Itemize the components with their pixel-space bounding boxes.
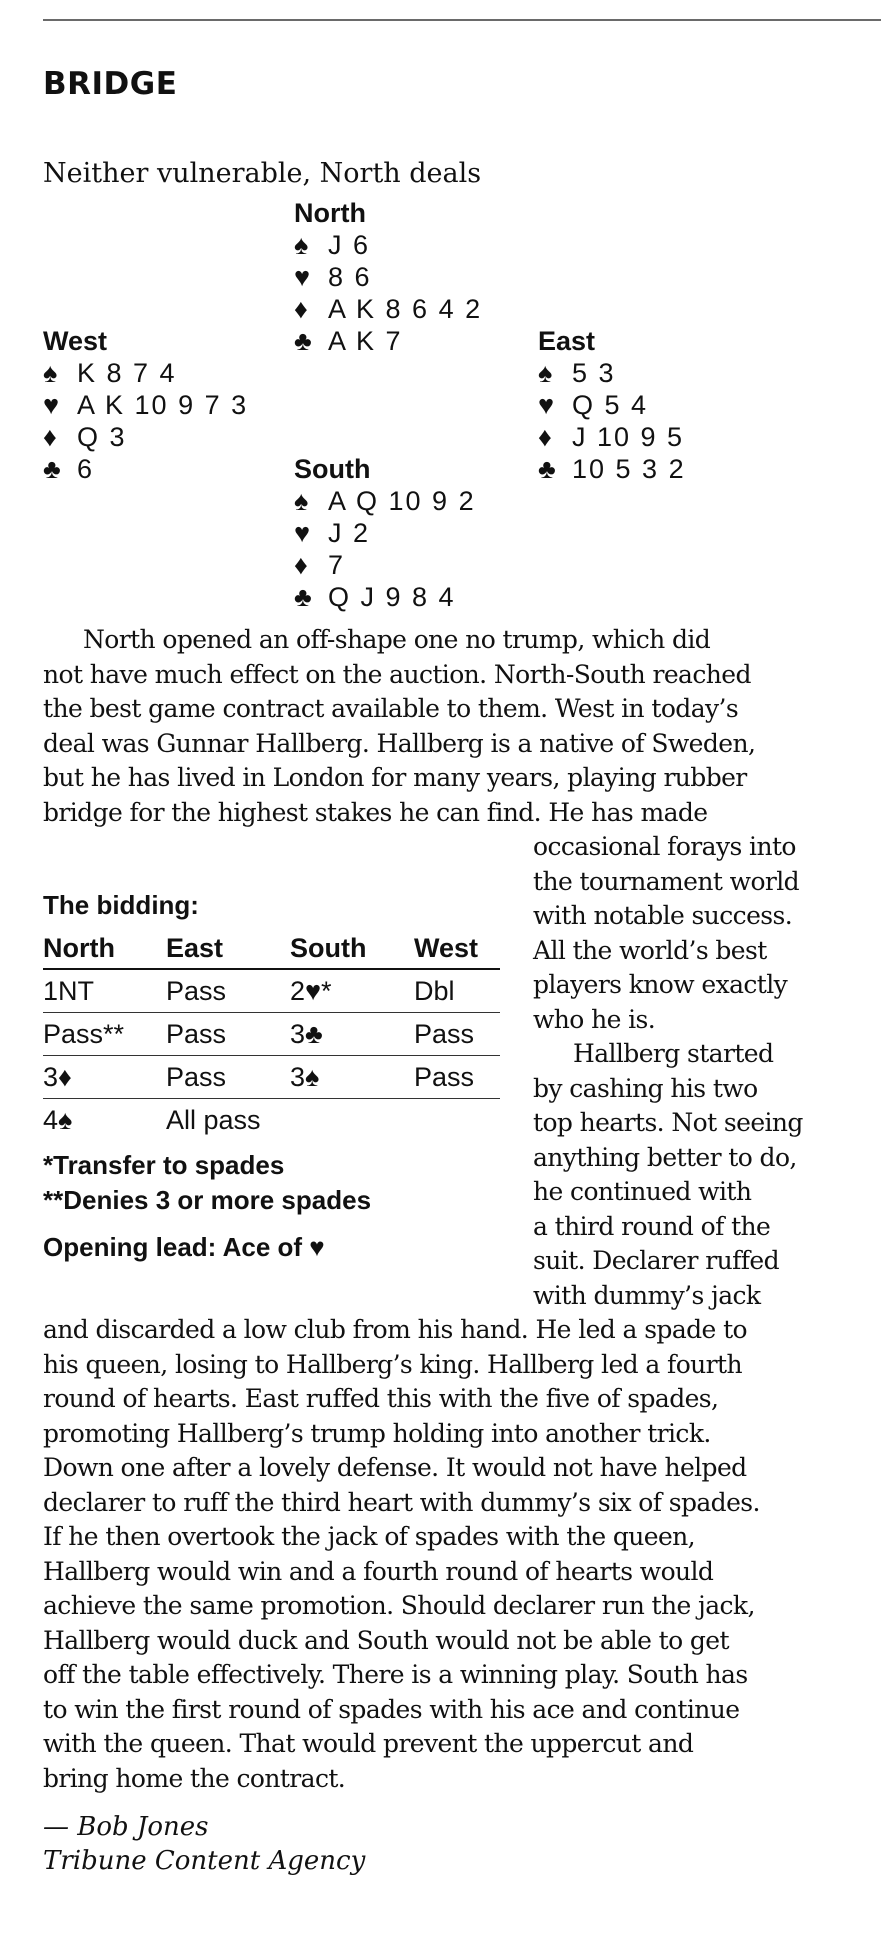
heart-icon: ♥ — [294, 262, 311, 292]
bidding-header-row — [43, 928, 500, 969]
text-line: deal was Gunnar Hallberg. Hallberg is a native of Sweden, — [43, 728, 756, 758]
east-diamonds: J 10 9 5 — [572, 422, 685, 452]
west-label: West — [43, 326, 108, 356]
bid-cell: Pass** — [43, 1013, 166, 1056]
bid-cell: 3♦ — [43, 1056, 166, 1099]
west-hearts: A K 10 9 7 3 — [77, 390, 249, 420]
west-clubs: 6 — [77, 454, 95, 484]
spade-icon: ♠ — [43, 358, 58, 388]
south-clubs: Q J 9 8 4 — [328, 582, 456, 612]
bidding-table — [43, 928, 500, 1141]
text-line: the tournament world — [533, 866, 800, 896]
heart-icon: ♥ — [538, 390, 555, 420]
north-hearts: 8 6 — [328, 262, 372, 292]
text-line: Hallberg would win and a fourth round of hearts would — [43, 1556, 714, 1586]
south-spades: A Q 10 9 2 — [328, 486, 476, 516]
heart-icon: ♥ — [43, 390, 60, 420]
column-title: BRIDGE — [43, 66, 178, 102]
text-line: North opened an off-shape one no trump, which did — [83, 625, 711, 654]
byline: — Bob Jones — [43, 1812, 209, 1842]
east-spades: 5 3 — [572, 358, 616, 388]
bid-cell: Pass — [166, 1056, 290, 1099]
text-line: Hallberg started — [573, 1039, 774, 1068]
diamond-icon: ♦ — [538, 422, 552, 452]
south-hand — [294, 453, 476, 613]
opening-lead: Opening lead: Ace of ♥ — [43, 1232, 325, 1262]
text-line: achieve the same promotion. Should declarer run the jack, — [43, 1591, 755, 1620]
text-line: with notable success. — [533, 901, 793, 930]
table-row — [43, 1056, 500, 1099]
text-line: If he then overtook the jack of spades with the queen, — [43, 1522, 695, 1551]
bid-cell: 3♠ — [290, 1056, 414, 1099]
text-line: declarer to ruff the third heart with dummy’s six of spades. — [43, 1487, 760, 1517]
text-line: bridge for the highest stakes he can find. He has made — [43, 797, 708, 827]
text-line: a third round of the — [533, 1211, 771, 1241]
west-hand — [43, 325, 248, 485]
header-east: East — [166, 928, 290, 969]
top-rule — [43, 19, 881, 21]
text-line: the best game contract available to them. West in today’s — [43, 694, 739, 723]
text-line: anything better to do, — [533, 1142, 797, 1172]
east-hearts: Q 5 4 — [572, 390, 649, 420]
bidding-note-2: **Denies 3 or more spades — [43, 1185, 372, 1215]
bid-cell: Pass — [414, 1013, 500, 1056]
text-line: top hearts. Not seeing — [533, 1108, 803, 1137]
agency-credit: Tribune Content Agency — [43, 1846, 366, 1876]
text-line: Hallberg would duck and South would not be able to get — [43, 1625, 729, 1655]
table-row — [43, 1099, 500, 1142]
text-line: to win the first round of spades with his ace and continue — [43, 1694, 740, 1724]
south-diamonds: 7 — [328, 550, 346, 580]
text-line: All the world’s best — [533, 935, 767, 965]
text-line: his queen, losing to Hallberg’s king. Hallberg led a fourth — [43, 1349, 742, 1379]
text-line: Down one after a lovely defense. It would not have helped — [43, 1453, 747, 1482]
table-row — [43, 969, 500, 1013]
diamond-icon: ♦ — [294, 294, 308, 324]
club-icon: ♣ — [538, 454, 556, 484]
article-side-column — [533, 830, 803, 1313]
bid-cell: All pass — [166, 1104, 261, 1135]
east-label: East — [538, 326, 596, 356]
north-clubs: A K 7 — [328, 326, 403, 356]
text-line: but he has lived in London for many years, playing rubber — [43, 763, 747, 792]
club-icon: ♣ — [43, 454, 61, 484]
diamond-icon: ♦ — [43, 422, 57, 452]
bidding-note-1: *Transfer to spades — [43, 1150, 285, 1180]
bid-cell: 3♣ — [290, 1013, 414, 1056]
text-line: with the queen. That would prevent the uppercut and — [43, 1729, 694, 1758]
header-south: South — [290, 928, 414, 969]
club-icon: ♣ — [294, 582, 312, 612]
header-west: West — [414, 928, 500, 969]
north-label: North — [294, 198, 366, 228]
bid-cell: 1NT — [43, 969, 166, 1013]
bid-cell: Dbl — [414, 969, 500, 1013]
text-line: with dummy’s jack — [533, 1280, 761, 1310]
text-line: suit. Declarer ruffed — [533, 1246, 780, 1275]
article-paragraph-1 — [43, 623, 755, 830]
bid-cell: 4♠ — [43, 1104, 73, 1135]
north-hand — [294, 197, 482, 357]
vulnerability-line: Neither vulnerable, North deals — [43, 158, 482, 189]
north-spades: J 6 — [328, 230, 371, 260]
bidding-title: The bidding: — [43, 890, 199, 920]
west-diamonds: Q 3 — [77, 422, 127, 452]
text-line: off the table effectively. There is a winning play. South has — [43, 1660, 748, 1689]
south-hearts: J 2 — [328, 518, 371, 548]
east-hand — [538, 325, 686, 485]
text-line: promoting Hallberg’s trump holding into another trick. — [43, 1418, 711, 1448]
spade-icon: ♠ — [294, 230, 309, 260]
spade-icon: ♠ — [538, 358, 553, 388]
bid-cell: Pass — [414, 1056, 500, 1099]
article-paragraph-end — [43, 1313, 760, 1796]
heart-icon: ♥ — [294, 518, 311, 548]
bid-cell: Pass — [166, 969, 290, 1013]
text-line: and discarded a low club from his hand. He led a spade to — [43, 1315, 747, 1344]
text-line: not have much effect on the auction. North-South reached — [43, 659, 751, 689]
text-line: he continued with — [533, 1177, 752, 1206]
north-diamonds: A K 8 6 4 2 — [328, 294, 483, 324]
text-line: occasional forays into — [533, 832, 796, 861]
club-icon: ♣ — [294, 326, 312, 356]
text-line: round of hearts. East ruffed this with the five of spades, — [43, 1384, 719, 1413]
east-clubs: 10 5 3 2 — [572, 454, 686, 484]
text-line: by cashing his two — [533, 1073, 758, 1103]
text-line: bring home the contract. — [43, 1763, 346, 1793]
south-label: South — [294, 454, 371, 484]
bid-cell: Pass — [166, 1013, 290, 1056]
header-north: North — [43, 928, 166, 969]
spade-icon: ♠ — [294, 486, 309, 516]
bid-cell: 2♥* — [290, 969, 414, 1013]
text-line: who he is. — [533, 1004, 656, 1034]
table-row — [43, 1013, 500, 1056]
west-spades: K 8 7 4 — [77, 358, 177, 388]
diamond-icon: ♦ — [294, 550, 308, 580]
text-line: players know exactly — [533, 970, 788, 999]
